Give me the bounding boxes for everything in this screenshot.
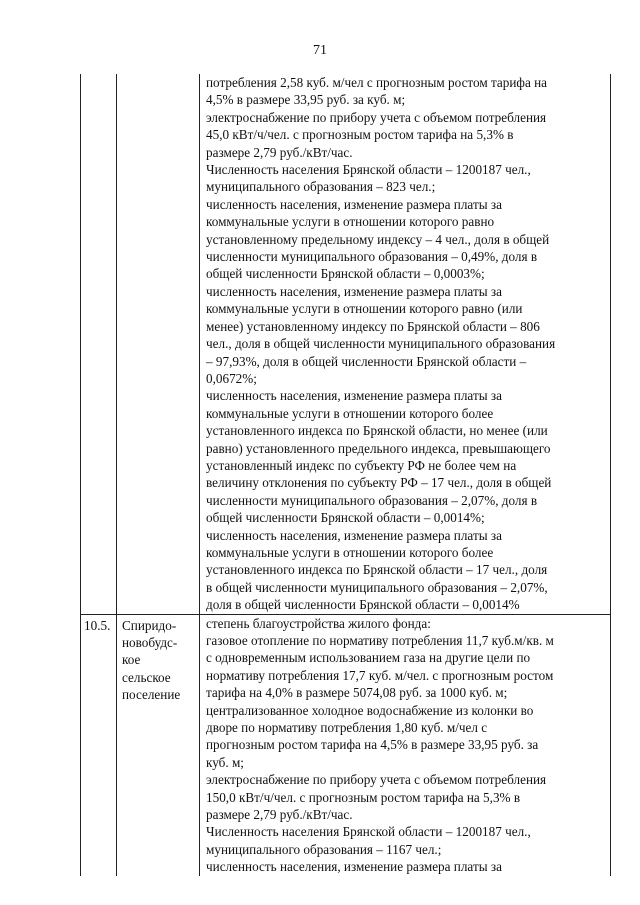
paragraph: численность населения, изменение размера платы за коммунальные услуги в отношении которого равно установленному предельному индексу – 4 чел., доля в общей численности муниципального образования – 0,49%, доля в общей численности Брянской области – 0,0003%; xyxy=(206,196,550,282)
paragraph: Численность населения Брянской области – 1200187 чел., муниципального образования – 1167 чел.; xyxy=(206,824,531,857)
paragraph: степень благоустройства жилого фонда: xyxy=(206,615,431,631)
municipality-name-line: новобудс- xyxy=(122,635,178,650)
table-row xyxy=(81,614,610,876)
municipality-name-cell xyxy=(117,615,200,876)
table-row xyxy=(81,74,610,614)
municipality-name-cell xyxy=(117,74,200,614)
paragraph: численность населения, изменение размера платы за коммунальные услуги в отношении которого более установленного индекса по Брянской области – 17 чел., доля в общей численности муниципального образования – 2,07%, доля в общей численности Брянской области – 0,0014% xyxy=(206,527,548,613)
municipality-name-line: кое xyxy=(122,652,141,668)
tariff-table xyxy=(80,74,611,876)
paragraph: потребления 2,58 куб. м/чел с прогнозным ростом тарифа на 4,5% в размере 33,95 руб. за куб. м; xyxy=(206,75,548,108)
page-number: 71 xyxy=(313,43,327,58)
paragraph: электроснабжение по прибору учета с объемом потребления 150,0 кВт/ч/чел. с прогнозным ростом тарифа на 5,3% в размере 2,79 руб./кВт/час. xyxy=(206,772,547,823)
row-number-cell xyxy=(81,74,117,614)
description-cell xyxy=(200,615,610,876)
paragraph: централизованное холодное водоснабжение из колонки во дворе по нормативу потребления 1,80 куб. м/чел с прогнозным ростом тарифа на 4,5% в размере 33,95 руб. за куб. м; xyxy=(206,702,539,770)
paragraph: численность населения, изменение размера платы за коммунальные услуги в отношении которого более установленного индекса по Брянской области, но менее (или равно) установленного предельного индекса, превышающего установленный индекс по субъекту РФ не более чем на величину отклонения по субъекту РФ – 17 чел., доля в общей численности муниципального образования – 2,07%, доля в общей численности Брянской области – 0,0014%; xyxy=(206,388,552,526)
municipality-name-line: сельское xyxy=(122,669,171,685)
municipality-name-line: Спиридо- xyxy=(122,617,177,633)
paragraph: Численность населения Брянской области – 1200187 чел., муниципального образования – 823 чел.; xyxy=(206,162,531,195)
paragraph: численность населения, изменение размера платы за xyxy=(206,859,502,875)
paragraph: численность населения, изменение размера платы за коммунальные услуги в отношении которого равно (или менее) установленному индексу по Брянской области – 806 чел., доля в общей численности муниципального образования – 97,93%, доля в общей численности Брянской области – 0,0672%; xyxy=(206,283,556,386)
municipality-name-line: поселение xyxy=(122,687,181,703)
row-number-cell: 10.5. xyxy=(81,615,117,876)
description-cell xyxy=(200,74,610,614)
paragraph: электроснабжение по прибору учета с объемом потребления 45,0 кВт/ч/чел. с прогнозным ростом тарифа на 5,3% в размере 2,79 руб./кВт/час. xyxy=(206,109,547,160)
paragraph: газовое отопление по нормативу потребления 11,7 куб.м/кв. м с одновременным использованием газа на другие цели по нормативу потребления 17,7 куб. м/чел. с прогнозным ростом тарифа на 4,0% в размере 5074,08 руб. за 1000 куб. м; xyxy=(206,633,554,701)
